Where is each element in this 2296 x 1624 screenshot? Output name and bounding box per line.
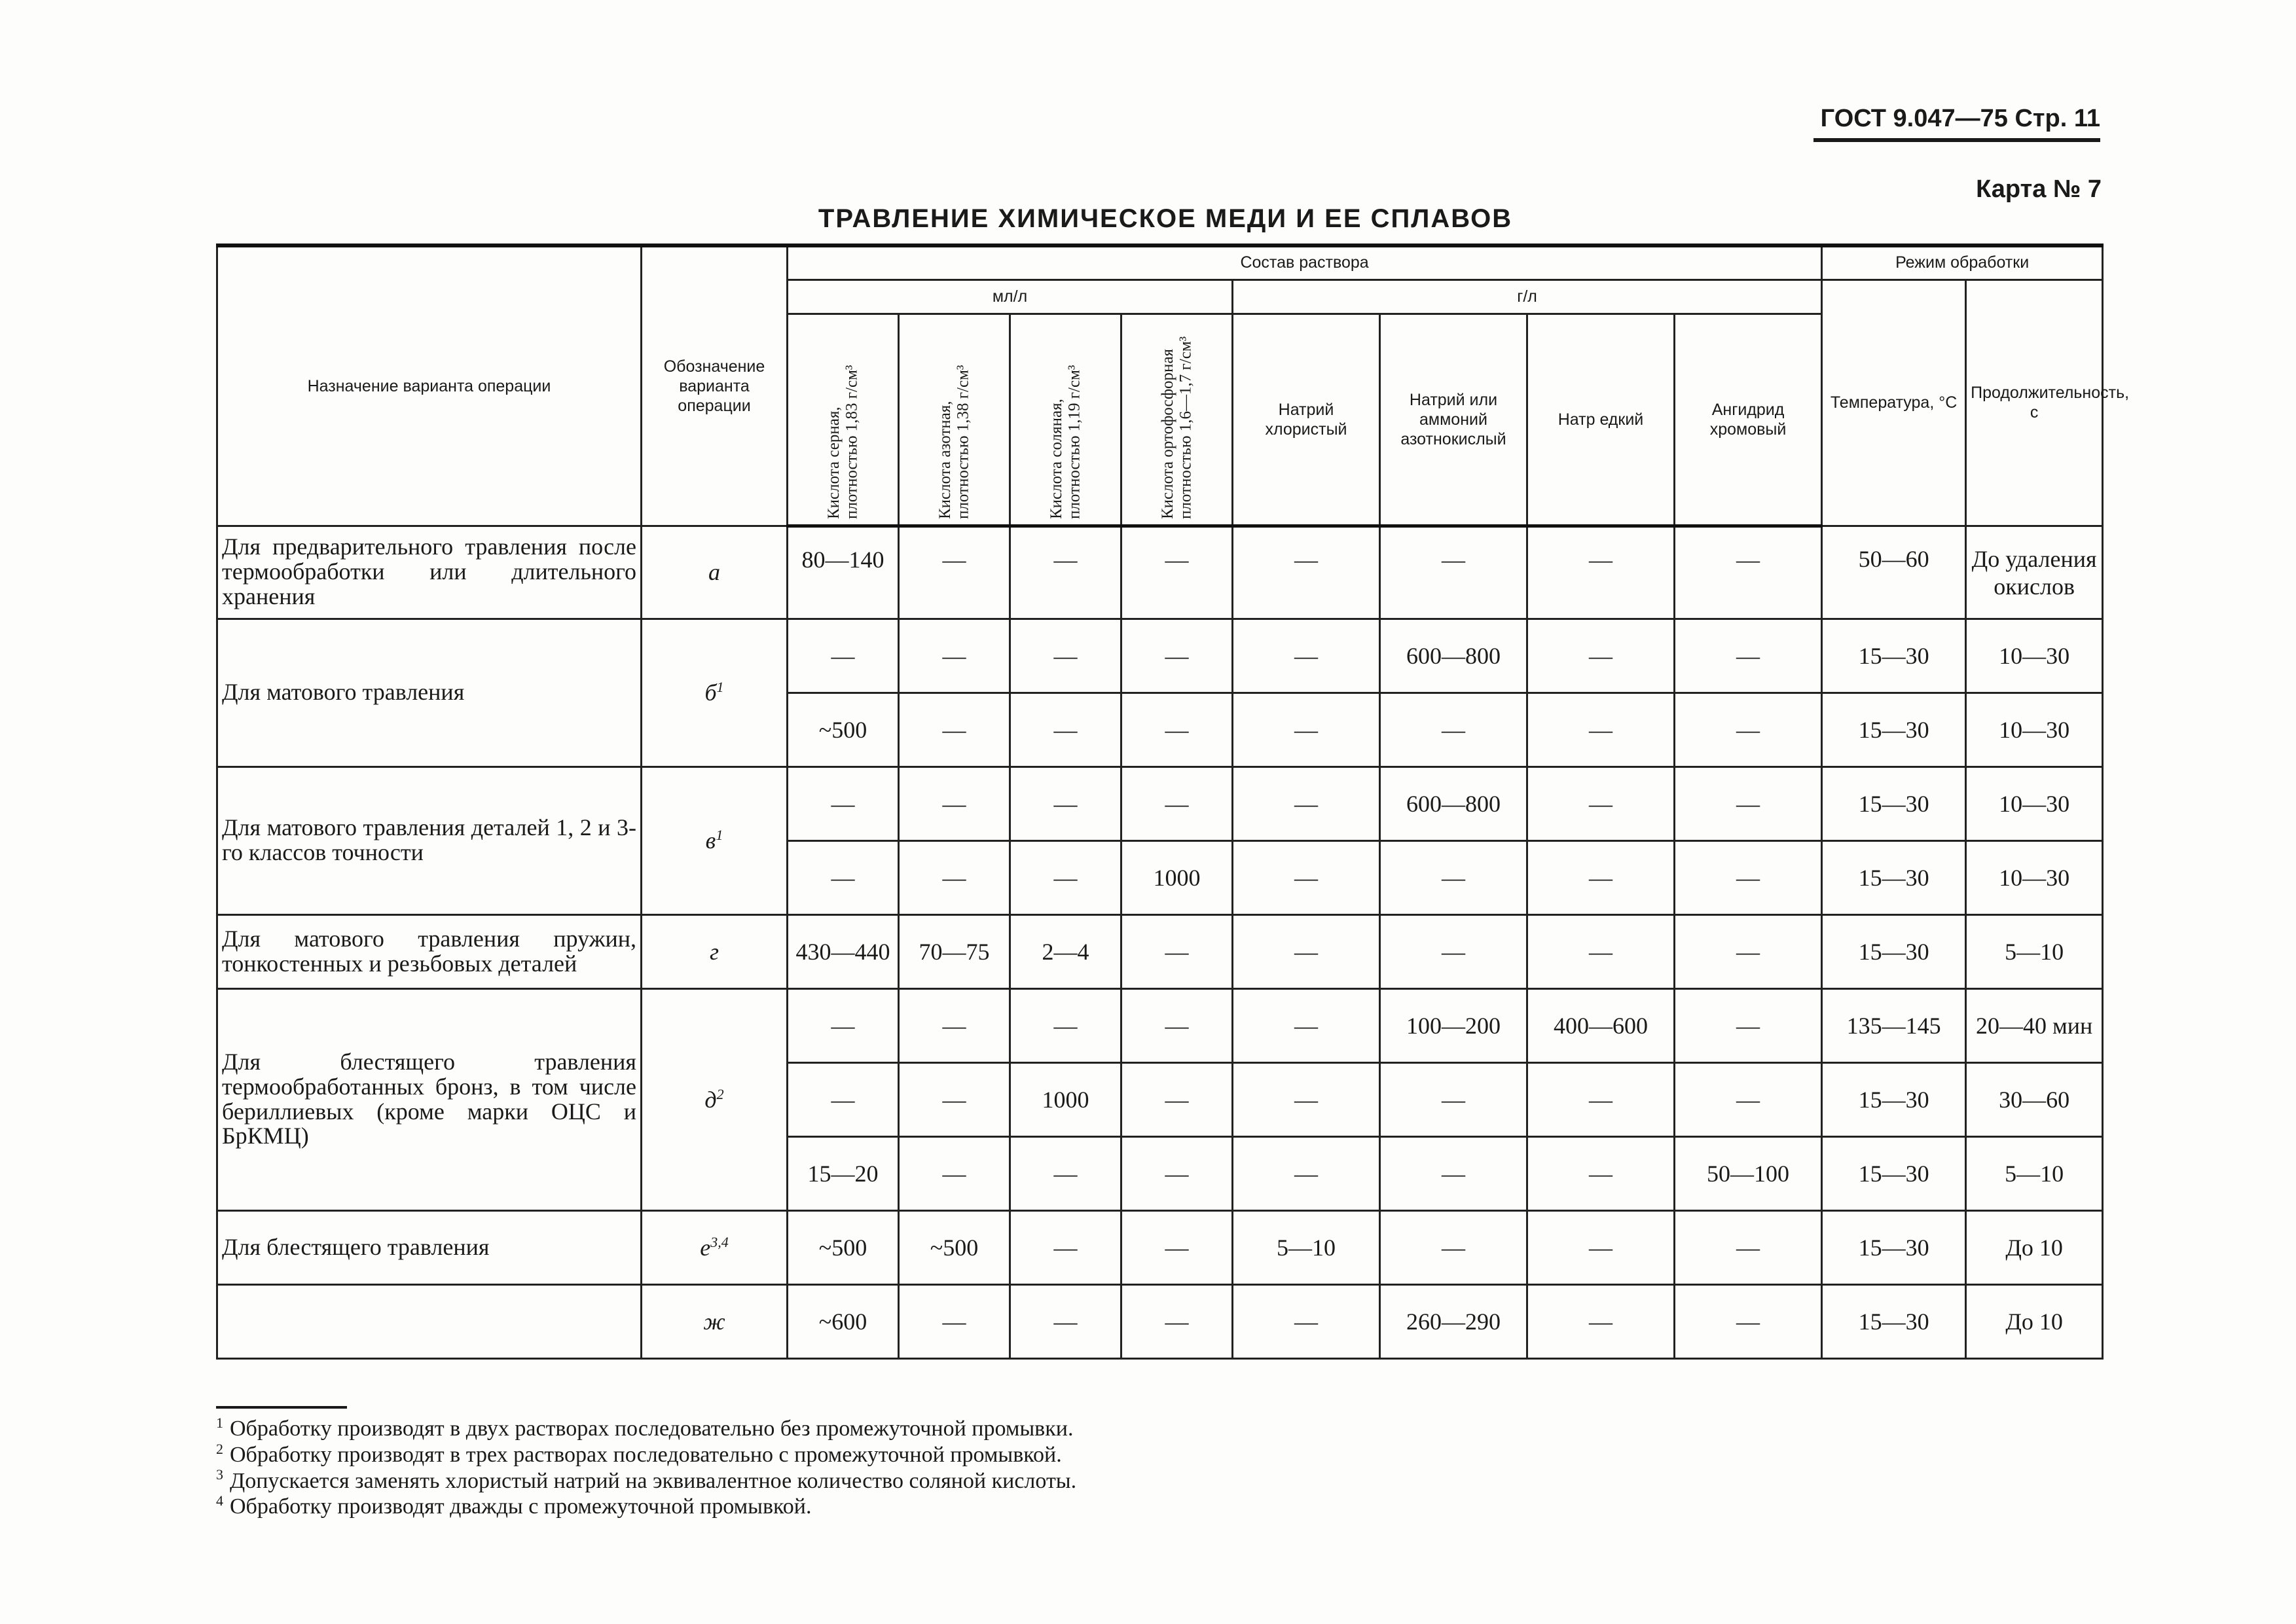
table-header (217, 245, 2130, 526)
col-purpose-header: Назначение варианта операции (217, 245, 642, 526)
table-cell: — (1010, 619, 1121, 693)
table-cell: 50—100 (1675, 1136, 1822, 1210)
table-cell: — (1121, 619, 1233, 693)
table-cell: — (1675, 1210, 1822, 1284)
table-cell: — (1527, 693, 1675, 767)
table-cell: До 10 (1966, 1210, 2103, 1284)
table-cell: — (899, 767, 1010, 840)
col-caustic-soda-header: Натр едкий (1527, 314, 1675, 526)
table-cell: — (1380, 1136, 1527, 1210)
table-cell: 100—200 (1380, 988, 1527, 1062)
table-cell: — (1121, 1062, 1233, 1136)
table-cell: До удаления окислов (1966, 526, 2103, 619)
table-cell: — (1527, 1284, 1675, 1358)
row-code (642, 526, 788, 619)
footnote-text: Обработку производят в двух растворах последовательно без промежуточной промывки. (230, 1416, 1074, 1441)
col-sulfuric-acid-header: Кислота серная, плотностью 1,83 г/см³ (788, 314, 899, 526)
col-chromic-anhydride-header: Ангидрид хромовый (1675, 314, 1822, 526)
table-row (217, 914, 2103, 988)
footnote-rule (216, 1406, 347, 1409)
table-cell: 600—800 (1380, 767, 1527, 840)
table-cell: 1000 (1010, 1062, 1121, 1136)
table-cell: — (899, 988, 1010, 1062)
table-cell: — (1121, 1210, 1233, 1284)
table-cell: — (899, 1284, 1010, 1358)
table-cell: — (1527, 1210, 1675, 1284)
table-cell: — (1527, 914, 1675, 988)
table-row (217, 1210, 2103, 1284)
table-cell: — (1121, 1284, 1233, 1358)
row-purpose: Для матового травления (217, 619, 642, 767)
table-cell: — (1233, 1062, 1380, 1136)
row-code (642, 1210, 788, 1284)
table-cell: 15—30 (1822, 1210, 1966, 1284)
table-cell: 430—440 (788, 914, 899, 988)
table-cell: 15—30 (1822, 693, 1966, 767)
table-cell: 260—290 (1380, 1284, 1527, 1358)
table-cell: 2—4 (1010, 914, 1121, 988)
footnote (216, 1415, 1525, 1441)
table-cell: 10—30 (1966, 767, 2103, 840)
table-body (217, 526, 2103, 1358)
footnote-mark: 2 (216, 1440, 223, 1457)
table-cell: 20—40 мин (1966, 988, 2103, 1062)
table-cell: 5—10 (1966, 914, 2103, 988)
table-cell: — (1233, 526, 1380, 619)
table-cell: — (1121, 526, 1233, 619)
table-cell: 50—60 (1822, 526, 1966, 619)
footnote (216, 1441, 1525, 1468)
footnote-text: Допускается заменять хлористый натрий на эквивалентное количество соляной кислоты. (230, 1468, 1077, 1493)
row-code-letter: г (709, 938, 720, 965)
table-cell: — (1010, 526, 1121, 619)
table-cell: — (1121, 914, 1233, 988)
table-cell: — (1233, 767, 1380, 840)
table-cell: — (1233, 840, 1380, 914)
col-duration-header: Продолжительность, с (1966, 280, 2103, 526)
footnote-mark: 4 (216, 1492, 223, 1509)
table-cell: — (788, 840, 899, 914)
row-purpose: Для блестящего травления (217, 1210, 642, 1284)
table-cell: — (1527, 1062, 1675, 1136)
row-code (642, 1284, 788, 1358)
table-cell: 15—30 (1822, 840, 1966, 914)
table-cell: — (1527, 1136, 1675, 1210)
table-cell: — (1121, 988, 1233, 1062)
table-cell: — (899, 526, 1010, 619)
row-code-footnote-mark: 3,4 (710, 1233, 729, 1250)
table-cell: 80—140 (788, 526, 899, 619)
table-cell: 600—800 (1380, 619, 1527, 693)
table-cell: — (899, 619, 1010, 693)
table-cell: 15—30 (1822, 619, 1966, 693)
table-cell: ~600 (788, 1284, 899, 1358)
table-cell: До 10 (1966, 1284, 2103, 1358)
table-cell: — (899, 1062, 1010, 1136)
table-cell: — (1233, 988, 1380, 1062)
col-code-header: Обозначение варианта операции (642, 245, 788, 526)
unit-g-header: г/л (1233, 280, 1822, 314)
table-cell: 15—30 (1822, 1062, 1966, 1136)
unit-ml-header: мл/л (788, 280, 1233, 314)
footnotes (216, 1406, 1525, 1519)
table-cell: — (899, 1136, 1010, 1210)
table-cell: — (1380, 840, 1527, 914)
table-cell: 10—30 (1966, 840, 2103, 914)
table-cell: — (1010, 693, 1121, 767)
row-purpose: Для матового травления пружин, тонкостенных и резьбовых деталей (217, 914, 642, 988)
table-cell: — (1121, 693, 1233, 767)
footnote (216, 1467, 1525, 1493)
row-code-footnote-mark: 1 (716, 679, 724, 695)
table-cell: 15—30 (1822, 914, 1966, 988)
table-cell: 15—30 (1822, 1136, 1966, 1210)
col-temperature-header: Температура, °С (1822, 280, 1966, 526)
table-cell: — (1380, 914, 1527, 988)
footnote-mark: 1 (216, 1415, 223, 1431)
page-title: ТРАВЛЕНИЕ ХИМИЧЕСКОЕ МЕДИ И ЕЕ СПЛАВОВ (818, 204, 1513, 233)
row-code (642, 619, 788, 767)
table-cell: 5—10 (1966, 1136, 2103, 1210)
table-row (217, 988, 2103, 1062)
row-code-footnote-mark: 1 (716, 827, 723, 843)
footnote-text: Обработку производят в трех растворах последовательно с промежуточной промывкой. (230, 1443, 1062, 1468)
table-cell: — (1010, 1210, 1121, 1284)
table-cell: 15—30 (1822, 767, 1966, 840)
table-cell: — (1233, 693, 1380, 767)
footnote (216, 1493, 1525, 1519)
table-cell: 70—75 (899, 914, 1010, 988)
table-cell: — (1675, 914, 1822, 988)
col-nitrate-header: Натрий или аммоний азотнокислый (1380, 314, 1527, 526)
table-cell: 10—30 (1966, 619, 2103, 693)
table-row (217, 767, 2103, 840)
row-purpose: Для предварительного травления после термообработки или длительного хранения (217, 526, 642, 619)
row-purpose: Для блестящего травления термообработанных бронз, в том числе бериллиевых (кроме марки ОЦС и БрКМЦ) (217, 988, 642, 1210)
table-cell: — (1675, 619, 1822, 693)
col-hydrochloric-acid-header: Кислота соляная, плотностью 1,19 г/см³ (1010, 314, 1121, 526)
table-cell: — (1380, 693, 1527, 767)
footnote-text: Обработку производят дважды с промежуточной промывкой. (230, 1494, 812, 1519)
table-cell: — (1675, 693, 1822, 767)
table-cell: — (788, 619, 899, 693)
footnote-list (216, 1415, 1525, 1519)
col-nitric-acid-header: Кислота азотная, плотностью 1,38 г/см³ (899, 314, 1010, 526)
table-cell: — (1675, 840, 1822, 914)
table-cell: 15—20 (788, 1136, 899, 1210)
col-sodium-chloride-header: Натрий хлористый (1233, 314, 1380, 526)
table-cell: — (1233, 619, 1380, 693)
row-purpose (217, 1284, 642, 1358)
table-cell: 135—145 (1822, 988, 1966, 1062)
group-solution-header: Состав раствора (788, 245, 1822, 280)
table-cell: — (899, 840, 1010, 914)
table-row (217, 1284, 2103, 1358)
table-cell: — (1380, 1210, 1527, 1284)
table-cell: 400—600 (1527, 988, 1675, 1062)
table-cell: — (899, 693, 1010, 767)
table-cell: — (1675, 526, 1822, 619)
table-cell: — (1527, 840, 1675, 914)
table-cell: 5—10 (1233, 1210, 1380, 1284)
table-cell: — (1527, 619, 1675, 693)
table-cell: — (1010, 1136, 1121, 1210)
col-phosphoric-acid-header: Кислота ортофосфорная плотностью 1,6—1,7 г/см³ (1121, 314, 1233, 526)
footnote-mark: 3 (216, 1466, 223, 1483)
table-cell: — (1527, 526, 1675, 619)
row-code-letter: ж (703, 1308, 725, 1335)
etching-table (216, 244, 2130, 1360)
card-number: Карта № 7 (1976, 175, 2102, 203)
table-cell: — (788, 988, 899, 1062)
table-cell: — (1010, 840, 1121, 914)
row-code (642, 767, 788, 914)
table-cell: — (1527, 767, 1675, 840)
table-cell: ~500 (788, 1210, 899, 1284)
table-cell: — (1010, 988, 1121, 1062)
table-cell: — (1233, 1284, 1380, 1358)
table-cell: 1000 (1121, 840, 1233, 914)
row-code-letter: д (704, 1086, 717, 1113)
table-cell: — (1675, 988, 1822, 1062)
table-cell: — (788, 1062, 899, 1136)
row-code (642, 914, 788, 988)
row-code-letter: а (708, 559, 720, 585)
table-cell: — (1675, 767, 1822, 840)
table-cell: — (1233, 914, 1380, 988)
row-code-letter: б (704, 679, 717, 706)
table-row (217, 526, 2103, 619)
table-cell: — (1380, 1062, 1527, 1136)
table-cell: — (1010, 1284, 1121, 1358)
table-cell: — (1675, 1062, 1822, 1136)
table-cell: — (1010, 767, 1121, 840)
table-cell: 30—60 (1966, 1062, 2103, 1136)
row-code-footnote-mark: 2 (716, 1085, 724, 1102)
table-cell: ~500 (899, 1210, 1010, 1284)
table-cell: — (1675, 1284, 1822, 1358)
table-cell: ~500 (788, 693, 899, 767)
table-row (217, 619, 2103, 693)
row-purpose: Для матового травления деталей 1, 2 и 3-го классов точности (217, 767, 642, 914)
table-cell: 10—30 (1966, 693, 2103, 767)
row-code-letter: в (705, 827, 716, 854)
table-cell: — (1233, 1136, 1380, 1210)
table-cell: — (1121, 1136, 1233, 1210)
table-cell: — (1380, 526, 1527, 619)
row-code-letter: е (700, 1234, 711, 1261)
row-code (642, 988, 788, 1210)
group-mode-header: Режим обработки (1822, 245, 2103, 280)
page-header: ГОСТ 9.047—75 Стр. 11 (1813, 105, 2100, 142)
table-cell: — (788, 767, 899, 840)
table-cell: — (1121, 767, 1233, 840)
table-cell: 15—30 (1822, 1284, 1966, 1358)
